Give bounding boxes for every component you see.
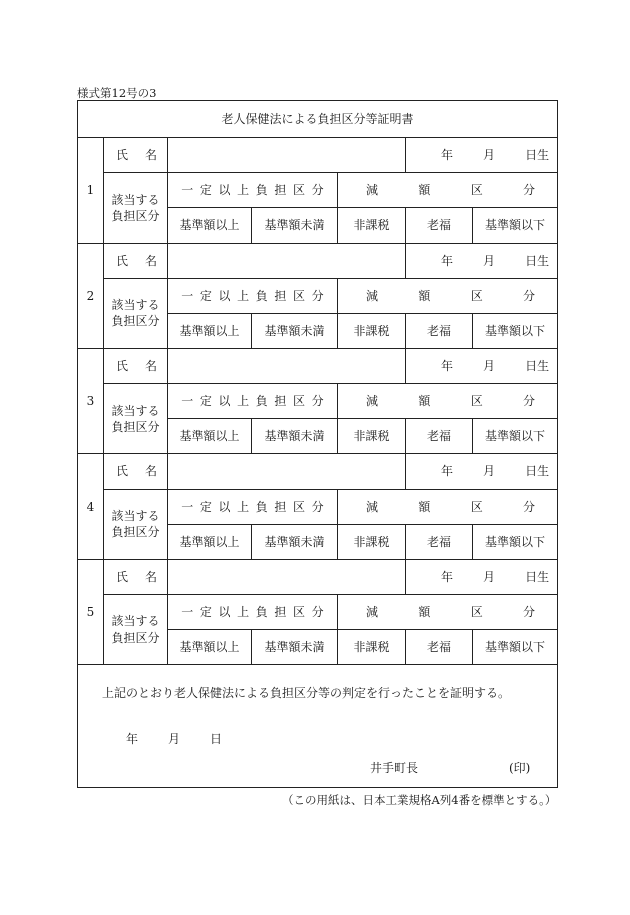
subcategory-option[interactable]: 基準額以下 xyxy=(473,524,558,559)
form-title: 老人保健法による負担区分等証明書 xyxy=(78,101,558,138)
birthdate-part-label: 日生 xyxy=(525,148,550,163)
name-label-char: 氏 xyxy=(116,569,129,584)
name-label-char: 名 xyxy=(144,358,157,373)
name-label-char: 氏 xyxy=(116,148,129,163)
reduction-char: 額 xyxy=(418,394,431,409)
fixed-over-char: 分 xyxy=(311,394,324,409)
birthdate-part-label: 年 xyxy=(441,569,454,584)
fixed-over-char: 以 xyxy=(218,499,231,514)
subcategory-option[interactable]: 非課税 xyxy=(338,208,406,243)
subcategory-option[interactable]: 基準額未満 xyxy=(252,419,338,454)
entry-number: 5 xyxy=(78,559,104,664)
subcategory-option[interactable]: 基準額未満 xyxy=(252,524,338,559)
birthdate-field[interactable] xyxy=(406,243,558,278)
birthdate-part-label: 月 xyxy=(483,358,496,373)
category-label-line: 負担区分 xyxy=(111,525,160,540)
entry-number: 3 xyxy=(78,349,104,454)
fixed-over-char: 上 xyxy=(237,394,250,409)
fixed-over-char: 担 xyxy=(274,604,287,619)
name-label-cell xyxy=(104,454,168,489)
certificate-table xyxy=(77,100,558,788)
fixed-over-char: 分 xyxy=(311,288,324,303)
fixed-over-burden-header xyxy=(168,384,338,419)
reduction-char: 区 xyxy=(470,183,483,198)
footnote: （この用紙は、日本工業規格A列4番を標準とする。） xyxy=(282,793,557,807)
certification-date-part: 年 xyxy=(126,732,139,747)
birthdate-part-label: 年 xyxy=(441,253,454,268)
form-number: 様式第12号の3 xyxy=(77,86,157,100)
subcategory-option[interactable]: 基準額以上 xyxy=(168,524,252,559)
fixed-over-char: 一 xyxy=(181,499,194,514)
fixed-over-char: 担 xyxy=(274,394,287,409)
birthdate-part-label: 日生 xyxy=(525,464,550,479)
subcategory-option[interactable]: 基準額以下 xyxy=(473,630,558,665)
name-input-field[interactable] xyxy=(168,454,406,489)
name-label-char: 名 xyxy=(144,464,157,479)
name-label-char: 名 xyxy=(144,148,157,163)
name-label-cell xyxy=(104,243,168,278)
fixed-over-char: 上 xyxy=(237,288,250,303)
fixed-over-char: 負 xyxy=(255,604,268,619)
name-label-char: 氏 xyxy=(116,253,129,268)
reduction-char: 減 xyxy=(366,604,379,619)
name-label-char: 名 xyxy=(144,569,157,584)
subcategory-option[interactable]: 非課税 xyxy=(338,630,406,665)
name-input-field[interactable] xyxy=(168,559,406,594)
fixed-over-char: 一 xyxy=(181,604,194,619)
name-label-cell xyxy=(104,559,168,594)
entry-number: 1 xyxy=(78,138,104,243)
category-label-line: 負担区分 xyxy=(111,630,160,645)
name-input-field[interactable] xyxy=(168,243,406,278)
birthdate-field[interactable] xyxy=(406,454,558,489)
reduction-char: 分 xyxy=(523,183,536,198)
reduction-char: 区 xyxy=(470,394,483,409)
fixed-over-char: 分 xyxy=(311,604,324,619)
birthdate-part-label: 月 xyxy=(483,569,496,584)
reduction-char: 分 xyxy=(523,288,536,303)
category-label xyxy=(104,384,168,454)
certification-block xyxy=(78,665,558,788)
fixed-over-char: 負 xyxy=(255,183,268,198)
fixed-over-char: 担 xyxy=(274,183,287,198)
entry-4-category-row xyxy=(78,489,558,524)
fixed-over-char: 負 xyxy=(255,288,268,303)
fixed-over-char: 区 xyxy=(293,604,306,619)
entry-number: 4 xyxy=(78,454,104,559)
seal-mark: (印) xyxy=(509,761,531,776)
name-label-cell xyxy=(104,138,168,173)
certification-statement: 上記のとおり老人保健法による負担区分等の判定を行ったことを証明する。 xyxy=(102,686,511,701)
name-label-char: 氏 xyxy=(116,464,129,479)
subcategory-option[interactable]: 基準額未満 xyxy=(252,630,338,665)
reduction-char: 区 xyxy=(470,499,483,514)
category-label xyxy=(104,278,168,348)
reduction-char: 区 xyxy=(470,604,483,619)
reduction-char: 額 xyxy=(418,604,431,619)
category-label-line: 該当する xyxy=(111,403,160,418)
reduction-char: 減 xyxy=(366,499,379,514)
entry-4-name-row xyxy=(78,454,558,489)
certification-date-part: 月 xyxy=(168,732,181,747)
subcategory-option[interactable]: 非課税 xyxy=(338,524,406,559)
birthdate-part-label: 年 xyxy=(441,358,454,373)
category-label-line: 負担区分 xyxy=(111,208,160,223)
subcategory-option[interactable]: 基準額以下 xyxy=(473,313,558,348)
fixed-over-char: 負 xyxy=(255,499,268,514)
fixed-over-char: 区 xyxy=(293,394,306,409)
subcategory-option[interactable]: 基準額以下 xyxy=(473,419,558,454)
reduction-char: 分 xyxy=(523,499,536,514)
reduction-char: 額 xyxy=(418,499,431,514)
subcategory-option[interactable]: 基準額未満 xyxy=(252,208,338,243)
name-label-char: 氏 xyxy=(116,358,129,373)
fixed-over-char: 区 xyxy=(293,288,306,303)
reduction-category-header xyxy=(338,173,558,208)
entry-2-category-row xyxy=(78,278,558,313)
fixed-over-char: 以 xyxy=(218,604,231,619)
birthdate-part-label: 年 xyxy=(441,464,454,479)
reduction-char: 減 xyxy=(366,183,379,198)
reduction-char: 減 xyxy=(366,394,379,409)
fixed-over-char: 負 xyxy=(255,394,268,409)
birthdate-field[interactable] xyxy=(406,138,558,173)
fixed-over-char: 分 xyxy=(311,499,324,514)
birthdate-part-label: 月 xyxy=(483,464,496,479)
subcategory-option[interactable]: 非課税 xyxy=(338,313,406,348)
fixed-over-char: 以 xyxy=(218,288,231,303)
reduction-category-header xyxy=(338,594,558,629)
fixed-over-char: 上 xyxy=(237,604,250,619)
category-label-line: 負担区分 xyxy=(111,314,160,329)
category-label xyxy=(104,594,168,664)
fixed-over-char: 担 xyxy=(274,499,287,514)
fixed-over-char: 定 xyxy=(199,288,212,303)
name-input-field[interactable] xyxy=(168,349,406,384)
fixed-over-burden-header xyxy=(168,594,338,629)
category-label xyxy=(104,173,168,243)
category-label-line: 該当する xyxy=(111,509,160,524)
reduction-category-header xyxy=(338,489,558,524)
category-label-line: 該当する xyxy=(111,614,160,629)
fixed-over-char: 担 xyxy=(274,288,287,303)
fixed-over-char: 定 xyxy=(199,604,212,619)
entry-1-category-row xyxy=(78,173,558,208)
subcategory-option[interactable]: 基準額未満 xyxy=(252,313,338,348)
category-label-line: 該当する xyxy=(111,298,160,313)
subcategory-option[interactable]: 老福 xyxy=(406,524,473,559)
name-label-cell xyxy=(104,349,168,384)
fixed-over-char: 一 xyxy=(181,394,194,409)
name-label-char: 名 xyxy=(144,253,157,268)
entry-1-name-row xyxy=(78,138,558,173)
issuer-title: 井手町長 xyxy=(370,761,419,776)
certification-date-part: 日 xyxy=(210,732,223,747)
fixed-over-char: 以 xyxy=(218,394,231,409)
birthdate-part-label: 月 xyxy=(483,148,496,163)
birthdate-part-label: 月 xyxy=(483,253,496,268)
fixed-over-burden-header xyxy=(168,489,338,524)
birthdate-part-label: 日生 xyxy=(525,358,550,373)
birthdate-part-label: 日生 xyxy=(525,253,550,268)
category-label xyxy=(104,489,168,559)
reduction-char: 分 xyxy=(523,394,536,409)
entry-5-name-row xyxy=(78,559,558,594)
category-label-line: 負担区分 xyxy=(111,419,160,434)
subcategory-option[interactable]: 老福 xyxy=(406,630,473,665)
name-input-field[interactable] xyxy=(168,138,406,173)
fixed-over-burden-header xyxy=(168,173,338,208)
entry-3-name-row xyxy=(78,349,558,384)
reduction-category-header xyxy=(338,384,558,419)
birthdate-part-label: 日生 xyxy=(525,569,550,584)
certification-date[interactable] xyxy=(126,731,222,747)
fixed-over-char: 定 xyxy=(199,183,212,198)
subcategory-option[interactable]: 非課税 xyxy=(338,419,406,454)
fixed-over-char: 一 xyxy=(181,288,194,303)
reduction-char: 減 xyxy=(366,288,379,303)
fixed-over-char: 上 xyxy=(237,499,250,514)
entry-number: 2 xyxy=(78,243,104,348)
subcategory-option[interactable]: 基準額以上 xyxy=(168,630,252,665)
fixed-over-char: 定 xyxy=(199,499,212,514)
fixed-over-char: 一 xyxy=(181,183,194,198)
reduction-char: 区 xyxy=(470,288,483,303)
birthdate-part-label: 年 xyxy=(441,148,454,163)
reduction-category-header xyxy=(338,278,558,313)
birthdate-field[interactable] xyxy=(406,559,558,594)
fixed-over-char: 区 xyxy=(293,183,306,198)
subcategory-option[interactable]: 基準額以下 xyxy=(473,208,558,243)
fixed-over-char: 分 xyxy=(311,183,324,198)
subcategory-option[interactable]: 基準額以上 xyxy=(168,313,252,348)
fixed-over-burden-header xyxy=(168,278,338,313)
fixed-over-char: 以 xyxy=(218,183,231,198)
subcategory-option[interactable]: 基準額以上 xyxy=(168,419,252,454)
entry-5-category-row xyxy=(78,594,558,629)
subcategory-option[interactable]: 老福 xyxy=(406,208,473,243)
reduction-char: 分 xyxy=(523,604,536,619)
fixed-over-char: 上 xyxy=(237,183,250,198)
category-label-line: 該当する xyxy=(111,192,160,207)
reduction-char: 額 xyxy=(418,288,431,303)
fixed-over-char: 区 xyxy=(293,499,306,514)
entry-3-category-row xyxy=(78,384,558,419)
subcategory-option[interactable]: 老福 xyxy=(406,419,473,454)
subcategory-option[interactable]: 基準額以上 xyxy=(168,208,252,243)
subcategory-option[interactable]: 老福 xyxy=(406,313,473,348)
birthdate-field[interactable] xyxy=(406,349,558,384)
entry-2-name-row xyxy=(78,243,558,278)
reduction-char: 額 xyxy=(418,183,431,198)
fixed-over-char: 定 xyxy=(199,394,212,409)
